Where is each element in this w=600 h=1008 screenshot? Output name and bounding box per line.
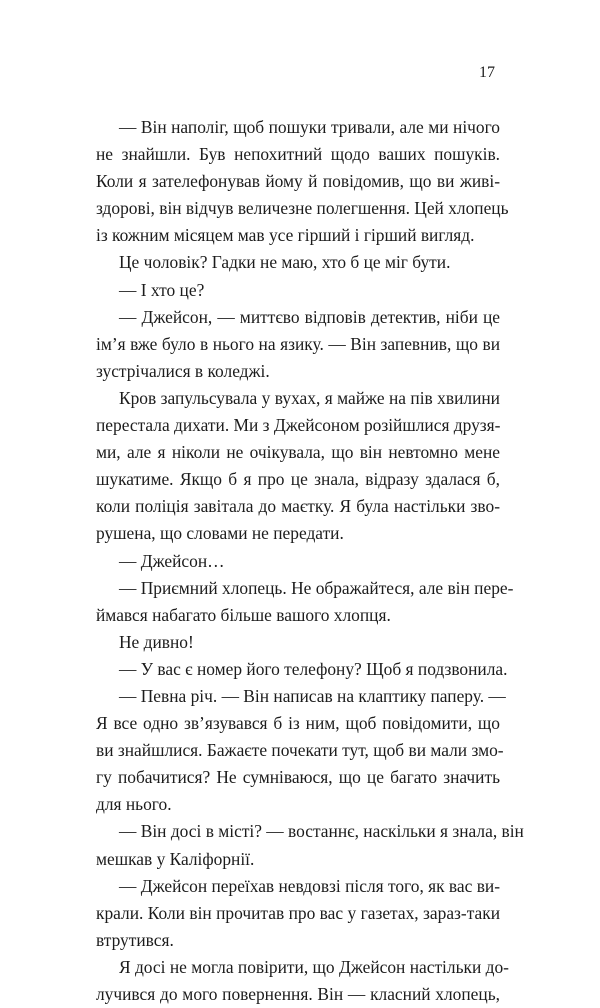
text-line: для нього. [96, 794, 172, 815]
text-line: — У вас є номер його телефону? Щоб я подзвонила. [119, 658, 508, 679]
body-text [96, 114, 524, 1008]
page-number: 17 [479, 64, 495, 81]
text-line: — Він наполіг, щоб пошуки тривали, але ми нічого [119, 117, 500, 137]
text-line: Я все одно зв’язувався б із ним, щоб повідомити, що [96, 713, 500, 734]
text-line: лучився до мого повернення. Він — класний хлопець, [96, 984, 500, 1004]
text-line: шукатиме. Якщо б я про це знала, відразу здалася б, [96, 469, 500, 490]
text-line: із кожним місяцем мав усе гірший і гірший вигляд. [96, 225, 475, 246]
text-line: не знайшли. Був непохитний щодо ваших пошуків. [96, 144, 500, 165]
text-line: — Джейсон, — миттєво відповів детектив, ніби це [119, 306, 500, 327]
text-line: коли поліція завітала до маєтку. Я була настільки зво- [96, 496, 500, 517]
text-line: Не дивно! [119, 631, 194, 652]
text-line: — І хто це? [119, 279, 205, 300]
text-line: зустрічалися в коледжі. [96, 360, 270, 381]
text-line: Кров запульсувала у вухах, я майже на пів хвилини [119, 387, 500, 408]
text-line: — Джейсон переїхав невдовзі після того, як вас ви- [119, 875, 501, 896]
text-line: Це чоловік? Гадки не маю, хто б це міг бути. [119, 252, 451, 273]
text-line: — Приємний хлопець. Не ображайтеся, але він пере- [119, 577, 514, 598]
text-line: — Він досі в місті? — востаннє, наскільки я знала, він [119, 821, 524, 842]
text-line: — Певна річ. — Він написав на клаптику паперу. — [119, 685, 506, 706]
text-line: крали. Коли він прочитав про вас у газетах, зараз-таки [96, 902, 500, 923]
text-line: здорові, він відчув величезне полегшення. Цей хлопець [96, 198, 509, 219]
text-line: гу побачитися? Не сумніваюся, що це багато значить [96, 767, 500, 788]
text-line: мешкав у Каліфорнії. [96, 848, 255, 869]
text-line: ймався набагато більше вашого хлопця. [96, 604, 391, 625]
text-line: втрутився. [96, 929, 174, 950]
text-line: — Джейсон… [119, 550, 225, 571]
text-line: ви знайшлися. Бажаєте почекати тут, щоб ви мали змо- [96, 740, 504, 761]
text-line: рушена, що словами не передати. [96, 523, 344, 544]
text-line: перестала дихати. Ми з Джейсоном розійшлися друзя- [96, 415, 501, 436]
text-line: Я досі не могла повірити, що Джейсон настільки до- [119, 956, 509, 977]
text-line: Коли я зателефонував йому й повідомив, що ви живі- [96, 171, 500, 192]
text-line: ім’я вже було в нього на язику. — Він запевнив, що ви [96, 333, 500, 354]
text-line: ми, але я ніколи не очікувала, що він невтомно мене [96, 442, 500, 463]
